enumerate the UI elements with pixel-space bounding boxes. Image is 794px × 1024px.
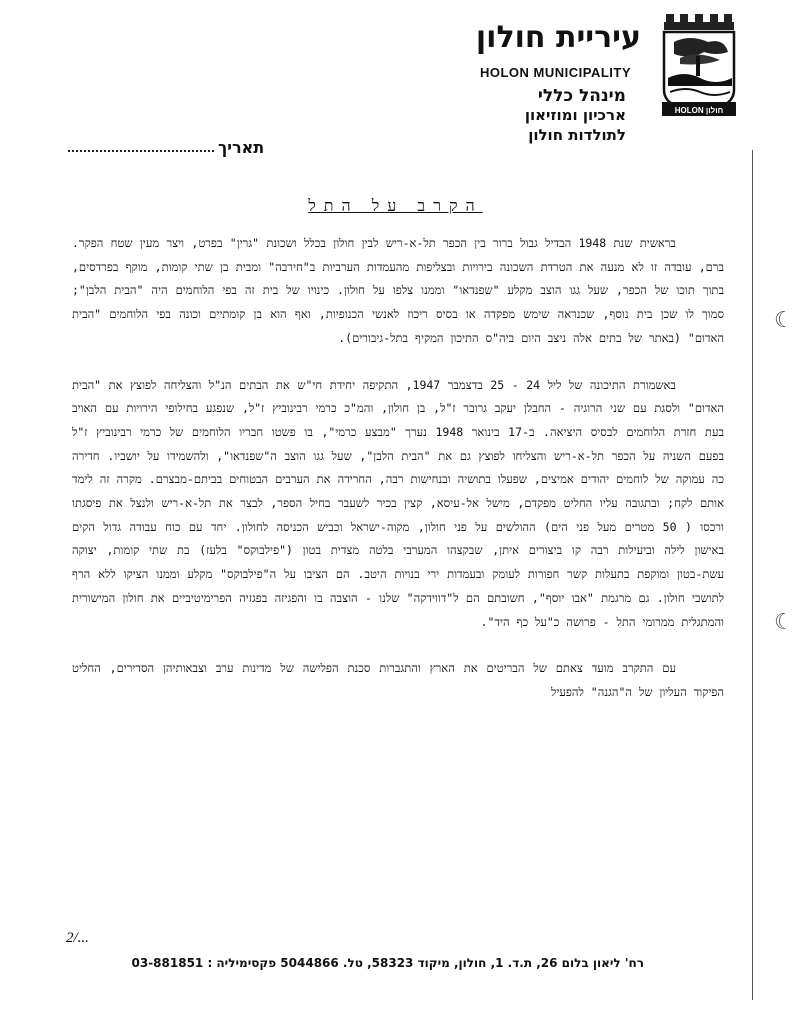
paragraph-1: בראשית שנת 1948 הבדיל גבול ברור בין הכפר תל-א-ריש לבין חולון בכלל ושכונת "גרין" בפרט, ויצר מעין שטח הפקר. ברם, עובדה זו לא מנעה את הטרדת השכונה בירויות ובצליפות מהעמדות הערביות ב"חירבה" ומבית בן שתי קומות, מוקף בפרדסים, בתוך תוכו של הכפר, שעל גגו הוצב מקלע "שפנדאו" וממנו צלפו על חולון. כינויו של בית זה בפי הלוחמים היה "הבית הלבן"; סמוך לו שכן בית נוסף, שכנראה שימש מפקדה או בסיס ריכוז לאנשי הכנופיות, ואף הוא בן קומתיים וכונה בפי הלוחמים "הבית האדום" (באתר של בתים אלה ניצב היום ביה"ס התיכון המקיף בתל-גיבורים).	[72, 236, 724, 345]
page-number: 2/...	[66, 930, 89, 946]
municipality-name-hebrew: עיריית חולון	[475, 20, 641, 55]
holon-emblem-icon	[660, 12, 738, 122]
document-body	[72, 232, 724, 705]
department-general-admin: מינהל כללי	[537, 86, 626, 106]
municipality-name-english: HOLON MUNICIPALITY	[479, 65, 631, 80]
date-label: תאריך	[218, 138, 265, 157]
document-title	[0, 196, 791, 216]
binder-edge-line	[752, 150, 753, 1000]
emblem-banner-text: HOLON חולון	[674, 106, 724, 115]
document-title-text: הקרב על התל	[308, 196, 483, 215]
paragraph-3: עם התקרב מועד צאתם של הבריטים את הארץ והתגברות סכנת הפלישה של מדינות ערב וצבאותיהן הסדירים, החליט הפיקוד העליון של ה"הגנה" להפעיל	[72, 661, 724, 699]
date-fill-line	[68, 150, 214, 152]
binder-hole-icon: ☾	[774, 308, 794, 333]
binder-hole-icon: ☾	[774, 610, 794, 635]
department-archive: ארכיון ומוזיאון	[524, 106, 626, 124]
paragraph-2: באשמורת התיכונה של ליל 24 - 25 בדצמבר 1947, התקיפה יחידת חי"ש את הבתים הנ"ל והצליחה לפוצץ את "הבית האדום" ולסגת עם שני הרוגיה - החבלן יעקב גרובר ז"ל, בן חולון, והמ"כ כרמי רבינוביץ ז"ל, שנפגע בחילופי הירויות עם האויב בעת חזרת הלוחמים לבסיס היציאה. ב-17 בינואר 1948 נערך "מבצע כרמי", בו פשטו חבריו הלוחמים של כרמי רבינוביץ ז"ל בפעם השניה על הכפר תל-א-ריש והצליחו לפוצץ גם את "הבית הלבן", שעל גגו הוצב ה"שפנדאו", ולהשמידו על יושביו. חדירה כה עמוקה של לוחמים יהודים אמיצים, שפעלו בתושיה ובנחישות רבה, החרידה את הערבים הבטוחים בביתם-מבצרם. מקרה זה לימד אותם לקח; ובתגובה עליו החליט מפקדם, מישל אל-עיסא, קצין בכיר לשעבר בחיל הספר, לבצר את תל-א-ריש ולנצל את פיסגתו ורכסו ( 50 מטרים מעל פני הים) ההולשים על פני חולון, מקוה-ישראל וכביש הכניסה לחולון. יחד עם כוח עבודה גדול הקים באישון לילה וביעילות רבה קו ביצורים איתן, שבקצהו המערבי בלטה מצדית בטון ("פילבוקס" בלעז) בת שתי קומות, יצוקה עשת-בטון ומוקפת בתעלות קשר חפורות לעומק ובעמדות ירי בנויות היטב. הם הציבו על ה"פילבוקס" מקלע וממנו הציקו ללא הרף לתושבי חולון. גם מרגמת "אבו יוסף", חשובתם הם ל"דווידקה" שלנו - הוצבה בו והפגיזה בפגזיה הפרימיטיביים את חולון המישורית והמתגלית ממרומי התל - פרושה כ"על כף היד".	[72, 377, 725, 629]
department-holon-history: לתולדות חולון	[528, 126, 626, 144]
footer-address: רח' ליאון בלום 26, ת.ד. 1, חולון, מיקוד 58323, טל. 5044866 פקסימיליה : 03-881851	[131, 956, 644, 970]
